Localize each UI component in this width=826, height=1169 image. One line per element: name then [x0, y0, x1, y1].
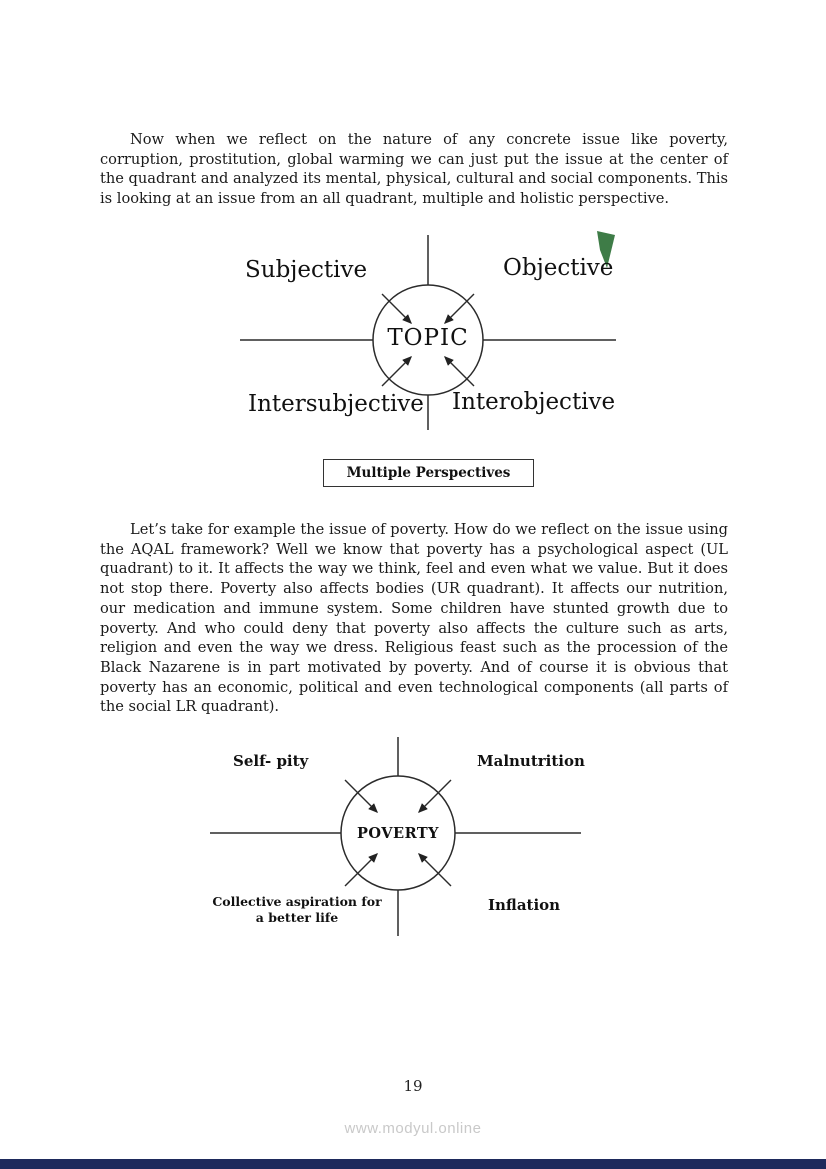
label-collective-aspiration-line1: Collective aspiration for: [212, 894, 382, 909]
topic-quadrant-diagram: [0, 228, 826, 440]
label-poverty-center: POVERTY: [356, 825, 440, 842]
label-malnutrition: Malnutrition: [477, 752, 585, 770]
label-collective-aspiration: [207, 894, 387, 926]
footer-bar: [0, 1159, 826, 1169]
label-subjective: Subjective: [245, 257, 368, 283]
diagram-caption-box: [323, 459, 534, 487]
watermark-text: www.modyul.online: [344, 1120, 482, 1137]
label-self-pity: Self- pity: [233, 752, 309, 770]
poverty-quadrant-diagram: [0, 728, 826, 942]
label-intersubjective: Intersubjective: [248, 391, 424, 417]
paragraph-poverty-example: Let’s take for example the issue of poverty. How do we reflect on the issue using the AQAL framework? Well we know that poverty has a psychological aspect (UL quadrant) to it. It affects the way we think, feel and even what we value. But it does not stop there. Poverty also affects bodies (UR quadrant). It affects our nutrition, our medication and immune system. Some children have stunted growth due to poverty. And who could deny that poverty also affects the culture such as arts, religion and even the way we dress. Religious feast such as the procession of the Black Nazarene is in part motivated by poverty. And of course it is obvious that poverty has an economic, political and even technological components (all parts of the social LR quadrant).: [100, 521, 728, 716]
page-number: 19: [403, 1077, 423, 1095]
label-topic-center: TOPIC: [387, 325, 469, 351]
diagram-caption-text: Multiple Perspectives: [346, 465, 511, 481]
label-objective: Objective: [503, 255, 614, 281]
paragraph-intro: Now when we reflect on the nature of any concrete issue like poverty, corruption, prostitution, global warming we can just put the issue at the center of the quadrant and analyzed its mental, physical, cultural and social components. This is looking at an issue from an all quadrant, multiple and holistic perspective.: [100, 131, 728, 208]
label-collective-aspiration-line2: a better life: [255, 910, 339, 925]
label-interobjective: Interobjective: [452, 389, 616, 415]
label-inflation: Inflation: [488, 896, 561, 914]
